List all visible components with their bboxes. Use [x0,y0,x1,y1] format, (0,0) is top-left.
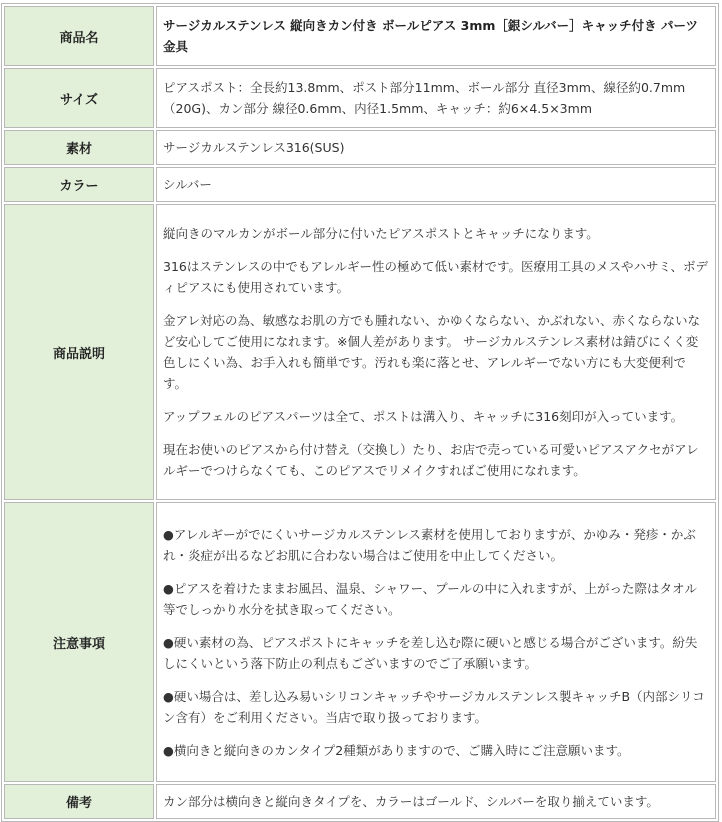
row-remarks [4,784,716,819]
product-spec-table [2,4,718,821]
value-material: サージカルステンレス316(SUS) [156,130,716,165]
description-paragraph: 現在お使いのピアスから付け替え（交換し）たり、お店で売っている可愛いピアスアクセがアレルギーでつけらなくても、このピアスでリメイクすればご使用になれます。 [163,442,699,478]
row-product-name [4,6,716,66]
row-size [4,68,716,128]
label-product-name: 商品名 [4,6,154,66]
product-spec-sheet [1,3,719,822]
row-color [4,167,716,202]
value-notes [156,502,716,782]
row-notes [4,502,716,782]
notes-paragraph: ●ピアスを着けたままお風呂、温泉、シャワー、プールの中に入れますが、上がった際はタオル等でしっかり水分を拭き取ってください。 [163,580,698,617]
row-material [4,130,716,165]
value-remarks: カン部分は横向きと縦向きタイプを、カラーはゴールド、シルバーを取り揃えています。 [156,784,716,819]
notes-paragraph: ●硬い素材の為、ピアスポストにキャッチを差し込む際に硬いと感じる場合がございます。紛失しにくいという落下防止の利点もございますのでご了承願います。 [163,634,698,671]
value-description [156,204,716,500]
label-size: サイズ [4,68,154,128]
notes-paragraph: ●アレルギーがでにくいサージカルステンレス素材を使用しておりますが、かゆみ・発疹・かぶれ・炎症が出るなどお肌に合わない場合はご使用を中止してください。 [163,526,696,563]
description-paragraph: 金アレ対応の為、敏感なお肌の方でも腫れない、かゆくならない、かぶれない、赤くならないなど安心してご使用になれます。※個人差があります。 サージカルステンレス素材は錆びにくく変色しにくい為、お手入れも簡単です。汚れも楽に落とせ、アレルギーでない方にも大変便利です。 [163,313,701,391]
label-remarks: 備考 [4,784,154,819]
description-paragraph: アップフェルのピアスパーツは全て、ポストは溝入り、キャッチに316刻印が入っています。 [163,409,684,424]
label-description: 商品説明 [4,204,154,500]
notes-paragraph: ●硬い場合は、差し込み易いシリコンキャッチやサージカルステンレス製キャッチB（内部シリコン含有）をご利用ください。当店で取り扱っております。 [163,688,705,725]
description-paragraph: 316はステンレスの中でもアレルギー性の極めて低い素材です。医療用工具のメスやハサミ、ボディピアスにも使用されています。 [163,259,708,295]
value-product-name: サージカルステンレス 縦向きカン付き ボールピアス 3mm［銀シルバー］キャッチ付き パーツ 金具 [156,6,716,66]
label-color: カラー [4,167,154,202]
value-color: シルバー [156,167,716,202]
label-material: 素材 [4,130,154,165]
value-size: ピアスポスト：全長約13.8mm、ポスト部分11mm、ボール部分 直径3mm、線径約0.7mm（20G)、カン部分 線径0.6mm、内径1.5mm、キャッチ：約6×4.5×3mm [156,68,716,128]
notes-paragraph: ●横向きと縦向きのカンタイプ2種類がありますので、ご購入時にご注意願います。 [163,742,630,758]
description-paragraph: 縦向きのマルカンがボール部分に付いたピアスポストとキャッチになります。 [163,226,599,241]
label-notes: 注意事項 [4,502,154,782]
row-description [4,204,716,500]
